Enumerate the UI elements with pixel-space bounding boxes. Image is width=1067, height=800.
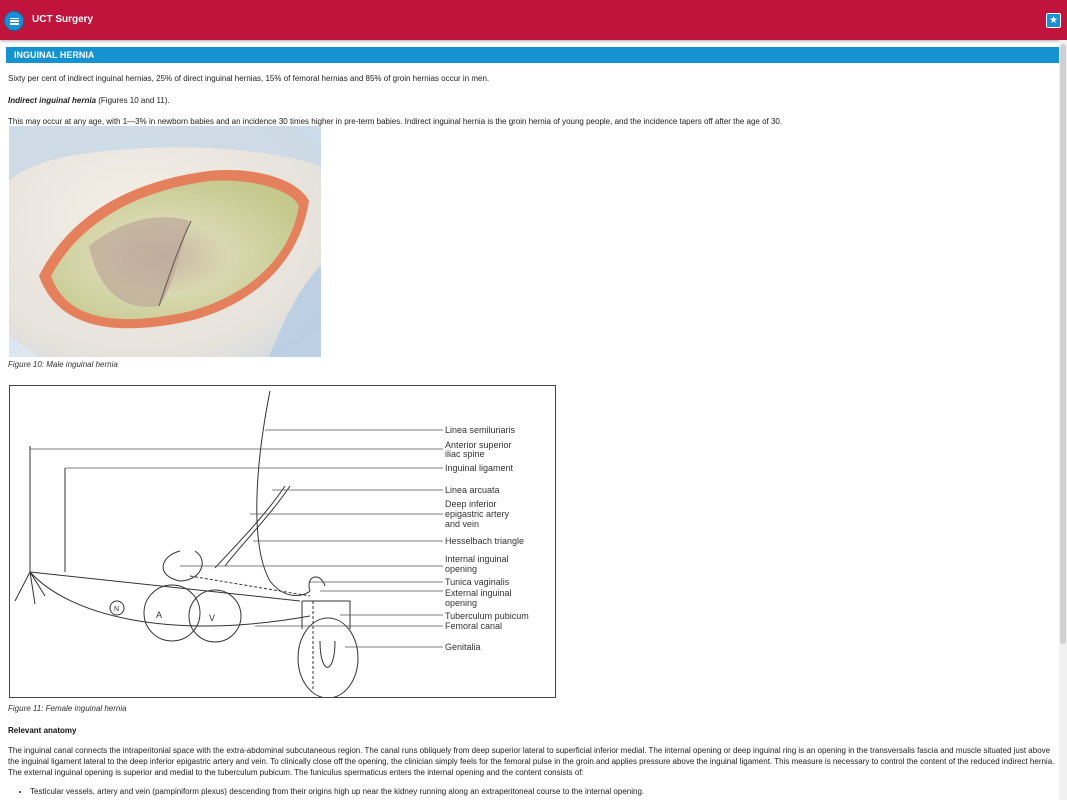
indirect-heading-line bbox=[8, 95, 170, 106]
scrollbar-thumb[interactable] bbox=[1060, 44, 1066, 644]
label-n: N bbox=[114, 606, 120, 613]
star-icon: ★ bbox=[1049, 14, 1058, 26]
section-title: INGUINAL HERNIA bbox=[6, 47, 1060, 63]
indirect-ref: (Figures 10 and 11). bbox=[96, 96, 170, 105]
label-femoral: Femoral canal bbox=[445, 621, 503, 631]
label-external-2: opening bbox=[445, 598, 478, 608]
relevant-paragraph: The inguinal canal connects the intraperitonial space with the extra-abdominal subcutaneous region. The canal runs obliquely from deep superior lateral to superficial inferior medial. The internal opening or deep inguinal ring is an opening in the transversalis fascia and muscle situated just above the inguinal ligament lateral to the deep inferior epigastric artery and vein. To clinically close off the opening, the clinician simply feels for the femoral pulse in the groin and applies pressure above the inguinal ligament. This measure is necessary to control the content of the reduced indirect hernia. The external inguinal opening is superior and medial to the tuberculum pubicum. The funiculus spermaticus enters the internal opening and the content consists of: bbox=[8, 746, 1055, 777]
label-external-1: External inguinal bbox=[445, 588, 512, 598]
label-internal-2: opening bbox=[445, 564, 478, 574]
label-linea-arcuata: Linea arcuata bbox=[445, 485, 500, 495]
figure10-caption: Figure 10: Male inguinal hernia bbox=[8, 360, 118, 369]
figure11-caption: Figure 11: Female inguinal hernia bbox=[8, 704, 127, 713]
label-inguinal-ligament: Inguinal ligament bbox=[445, 463, 514, 473]
intro-paragraph: Sixty per cent of indirect inguinal hernias, 25% of direct inguinal hernias, 15% of femoral hernias and 85% of groin hernias occur in men. bbox=[8, 74, 490, 83]
label-linea-semilunaris: Linea semilunaris bbox=[445, 425, 516, 435]
label-internal-1: Internal inguinal bbox=[445, 554, 509, 564]
content-area[interactable] bbox=[0, 40, 1067, 800]
label-tunica: Tunica vaginalis bbox=[445, 577, 510, 587]
label-asis-1: Anterior superior bbox=[445, 440, 512, 450]
indirect-heading: Indirect inguinal hernia bbox=[8, 96, 97, 105]
menu-button[interactable] bbox=[4, 11, 24, 31]
favorite-button[interactable] bbox=[1046, 13, 1061, 28]
label-epigastric-2: epigastric artery bbox=[445, 509, 510, 519]
label-tuberculum: Tuberculum pubicum bbox=[445, 611, 529, 621]
indirect-paragraph: This may occur at any age, with 1—3% in newborn babies and an incidence 30 times higher in pre-term babies. Indirect inguinal hernia is the groin hernia of young people, and the incidence tapers off after the age of 30. bbox=[8, 117, 783, 126]
label-epigastric-3: and vein bbox=[445, 519, 480, 529]
label-genitalia: Genitalia bbox=[445, 642, 481, 652]
label-hesselbach: Hesselbach triangle bbox=[445, 536, 525, 546]
relevant-heading: Relevant anatomy bbox=[8, 726, 77, 735]
figure10-image bbox=[9, 126, 321, 357]
anatomy-list bbox=[8, 787, 644, 796]
figure11-diagram bbox=[9, 385, 556, 698]
list-item: • Testicular vessels, artery and vein (pampiniform plexus) descending from their origins high up near the kidney running along an extraperitoneal course to the internal opening. bbox=[30, 787, 644, 796]
label-epigastric-1: Deep inferior bbox=[445, 499, 497, 509]
hamburger-icon bbox=[10, 18, 19, 25]
app-title: UCT Surgery bbox=[32, 14, 94, 25]
label-asis-2: iliac spine bbox=[445, 449, 485, 459]
app-bar bbox=[0, 0, 1067, 40]
label-v: V bbox=[209, 613, 216, 623]
label-a: A bbox=[156, 610, 163, 620]
